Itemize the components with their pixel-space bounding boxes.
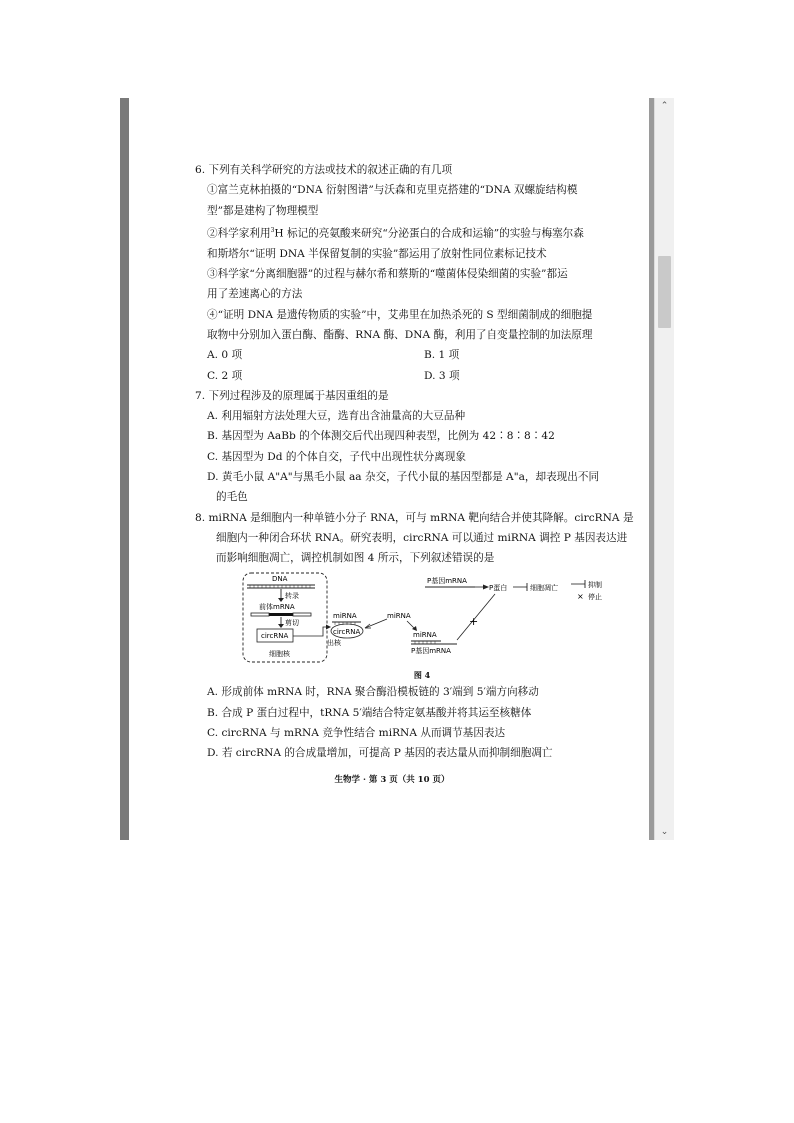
nucleus-boundary	[243, 573, 327, 662]
transcribe-arrowhead	[278, 598, 284, 602]
figure-caption: 图 4	[413, 670, 431, 681]
apoptosis-label: 细胞凋亡	[530, 584, 558, 593]
q6-s2-post: H 标记的亮氨酸来研究“分泌蛋白的合成和运输”的实验与梅塞尔森	[274, 227, 584, 240]
release-line	[365, 619, 387, 628]
q6-statement-1: ①富兰克林拍摄的“DNA 衍射图谱”与沃森和克里克搭建的“DNA 双螺旋结构模	[207, 184, 578, 197]
q6-option-a: A. 0 项	[207, 349, 243, 362]
vertical-scrollbar[interactable]	[654, 98, 674, 840]
question-7-stem: 7. 下列过程涉及的原理属于基因重组的是	[195, 389, 389, 402]
p-protein-label: P蛋白	[489, 584, 508, 593]
question-8-stem-line-3: 而影响细胞凋亡，调控机制如图 4 所示，下列叙述错误的是	[216, 552, 495, 565]
legend-stop-label: 停止	[588, 593, 602, 602]
bottom-p-mrna-label: P基因mRNA	[411, 647, 451, 656]
q6-statement-2	[195, 221, 635, 244]
document-page	[129, 98, 655, 840]
scroll-down-icon[interactable]: ⌄	[660, 827, 669, 837]
question-8-stem-line-1: 8. miRNA 是细胞内一种单链小分子 RNA，可与 mRNA 靶向结合并使其降解。circRNA 是	[195, 511, 634, 524]
scroll-thumb[interactable]	[658, 256, 671, 328]
export-arrowhead	[326, 625, 331, 630]
bottom-rungs	[415, 641, 435, 644]
q6-option-c: C. 2 项	[207, 369, 243, 382]
q6-option-b: B. 1 项	[424, 349, 460, 362]
pre-mrna-exon-2	[293, 613, 311, 616]
q6-statement-3: ③科学家“分离细胞器”的过程与赫尔希和蔡斯的“噬菌体侵染细菌的实验”都运	[207, 268, 568, 281]
q7-option-d-cont: 的毛色	[216, 491, 248, 504]
stop-cross-mark: +	[469, 615, 479, 629]
q6-statement-4-cont: 取物中分别加入蛋白酶、酯酶、RNA 酶、DNA 酶，利用了自变量控制的加法原理	[207, 328, 593, 341]
page-content	[195, 160, 635, 764]
q6-options-row-1	[195, 345, 635, 365]
dna-label: DNA	[272, 575, 288, 584]
document-viewer	[120, 98, 674, 840]
q7-option-b: B. 基因型为 AaBb 的个体测交后代出现四种表型，比例为 42∶8∶8∶42	[207, 430, 555, 443]
q7-option-a: A. 利用辐射方法处理大豆，选育出含油量高的大豆品种	[207, 410, 466, 423]
question-6-stem: 6. 下列有关科学研究的方法或技术的叙述正确的有几项	[195, 164, 453, 176]
q6-option-d: D. 3 项	[424, 369, 460, 382]
q6-statement-2-cont: 和斯塔尔“证明 DNA 半保留复制的实验”都运用了放射性同位素标记技术	[207, 247, 547, 260]
q8-option-a: A. 形成前体 mRNA 时，RNA 聚合酶沿模板链的 3′端到 5′端方向移动	[207, 686, 539, 699]
pre-mrna-exon-1	[251, 613, 269, 616]
mirna-bound-label: miRNA	[333, 612, 357, 621]
page-footer: 生物学 · 第 3 页（共 10 页）	[334, 775, 450, 785]
regulation-diagram	[195, 570, 635, 668]
legend-stop-x-icon: ×	[577, 592, 584, 602]
figure-4-diagram	[195, 570, 635, 668]
nucleus-label: 细胞核	[269, 650, 290, 659]
q7-option-d: D. 黄毛小鼠 A"A"与黑毛小鼠 aa 杂交，子代小鼠的基因型都是 A"a，却表现出不同	[207, 470, 600, 483]
q6-statement-1-cont: 型”都是建构了物理模型	[207, 204, 319, 217]
circrna-box-label: circRNA	[261, 632, 289, 641]
q6-options-row-2	[195, 366, 635, 386]
pre-mrna-label: 前体mRNA	[259, 603, 295, 612]
cut-arrowhead	[278, 624, 284, 628]
q6-s2-superscript: 3	[270, 226, 275, 234]
free-mirna-label: miRNA	[387, 612, 411, 621]
q6-statement-4: ④“证明 DNA 是遗传物质的实验”中，艾弗里在加热杀死的 S 型细菌制成的细胞提	[207, 308, 593, 321]
transcribe-label: 转录	[285, 592, 299, 601]
bottom-mirna-label: miRNA	[413, 631, 437, 640]
q6-s2-pre: ②科学家利用	[207, 227, 271, 240]
top-p-mrna-label: P基因mRNA	[427, 577, 467, 586]
cut-label: 剪切	[285, 619, 299, 628]
q8-option-b: B. 合成 P 蛋白过程中，tRNA 5′端结合特定氨基酸并将其运至核糖体	[207, 706, 532, 719]
q6-statement-3-cont: 用了差速离心的方法	[207, 288, 303, 301]
circrna-ring-label: circRNA	[333, 628, 361, 637]
q8-option-c: C. circRNA 与 mRNA 竞争性结合 miRNA 从而调节基因表达	[207, 727, 506, 740]
export-label: 出核	[327, 639, 341, 648]
export-path	[293, 627, 328, 636]
q8-option-d: D. 若 circRNA 的合成量增加，可提高 P 基因的表达量从而抑制细胞凋亡	[207, 747, 553, 760]
q7-option-c: C. 基因型为 Dd 的个体自交，子代中出现性状分离现象	[207, 450, 466, 463]
question-8-stem-line-2: 细胞内一种闭合环状 RNA。研究表明，circRNA 可以通过 miRNA 调控 P 基因表达进	[216, 531, 628, 544]
legend-inhibit-label: 抑制	[588, 581, 602, 590]
scroll-up-icon[interactable]: ⌃	[660, 101, 669, 111]
